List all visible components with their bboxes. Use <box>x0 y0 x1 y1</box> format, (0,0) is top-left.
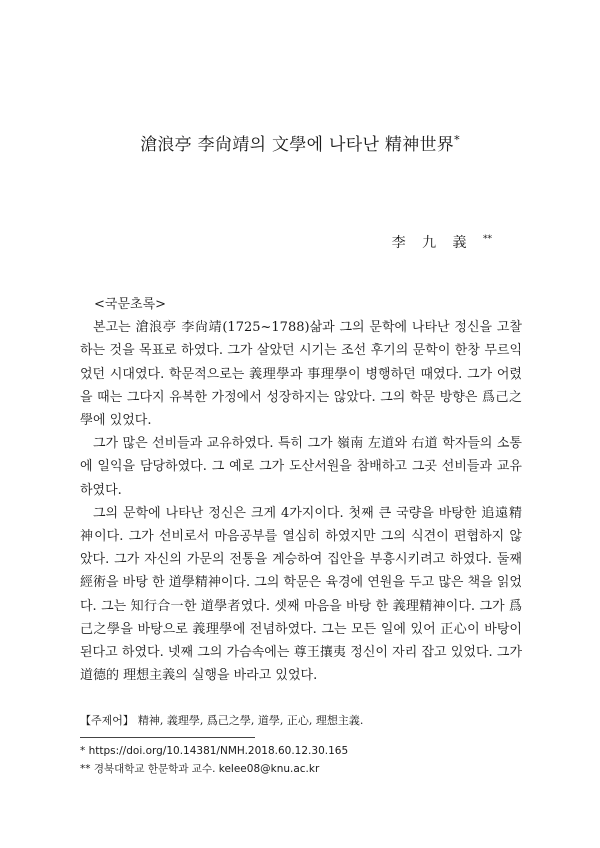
abstract <box>80 293 522 687</box>
abstract-paragraph-3: 그의 문학에 나타난 정신은 크게 4가지이다. 첫째 큰 국량을 바탕한 追遠精神이다. 그가 선비로서 마음공부를 열심히 하였지만 그의 식견이 편협하지 않았다. 그가 자신의 가문의 전통을 계승하여 집안을 부흥시키려고 하였다. 둘째 經術을 바탕 한 道學精神이다. 그의 학문은 육경에 연원을 두고 많은 책을 읽었다. 그는 知行合一한 道學者였다. 셋째 마음을 바탕 한 義理精神이다. 그가 爲己之學을 바탕으로 義理學에 전념하였다. 그는 모든 일에 있어 正心이 바탕이 된다고 하였다. 넷째 그의 가슴속에는 尊王攘夷 정신이 자리 잡고 있었다. 그가 道德的 理想主義의 실행을 바라고 있었다. <box>80 505 522 684</box>
author-footnote-marker: ** <box>483 234 492 245</box>
keywords <box>80 712 522 728</box>
footnotes <box>80 742 522 778</box>
footnote-doi[interactable]: * https://doi.org/10.14381/NMH.2018.60.12.30.165 <box>80 745 349 757</box>
author-line <box>392 232 492 252</box>
paper-title <box>0 130 600 155</box>
abstract-heading: <국문초록> <box>94 297 167 312</box>
footnote-divider <box>80 737 255 738</box>
author-name: 李 九 義 <box>391 235 473 251</box>
keywords-label: 【주제어】 <box>80 714 134 727</box>
keywords-text: 精神, 義理學, 爲己之學, 道學, 正心, 理想主義. <box>137 714 364 727</box>
title-text: 滄浪亭 李尙靖의 文學에 나타난 精神世界 <box>140 135 455 155</box>
title-footnote-marker: * <box>454 133 460 147</box>
footnote-author-affiliation: ** 경북대학교 한문학과 교수. kelee08@knu.ac.kr <box>80 763 320 775</box>
abstract-paragraph-1: 본고는 滄浪亭 李尙靖(1725~1788)삶과 그의 문학에 나타난 정신을 고찰하는 것을 목표로 하였다. 그가 살았던 시기는 조선 후기의 문학이 한창 무르익었던 시대였다. 학문적으로는 義理學과 事理學이 병행하던 때였다. 그가 어렸을 때는 그다지 유복한 가정에서 성장하지는 않았다. 그의 학문 방향은 爲己之學에 있었다. <box>80 320 522 429</box>
abstract-paragraph-2: 그가 많은 선비들과 교유하였다. 특히 그가 嶺南 左道와 右道 학자들의 소통에 일익을 담당하였다. 그 예로 그가 도산서원을 참배하고 그곳 선비들과 교유하였다. <box>80 436 522 498</box>
